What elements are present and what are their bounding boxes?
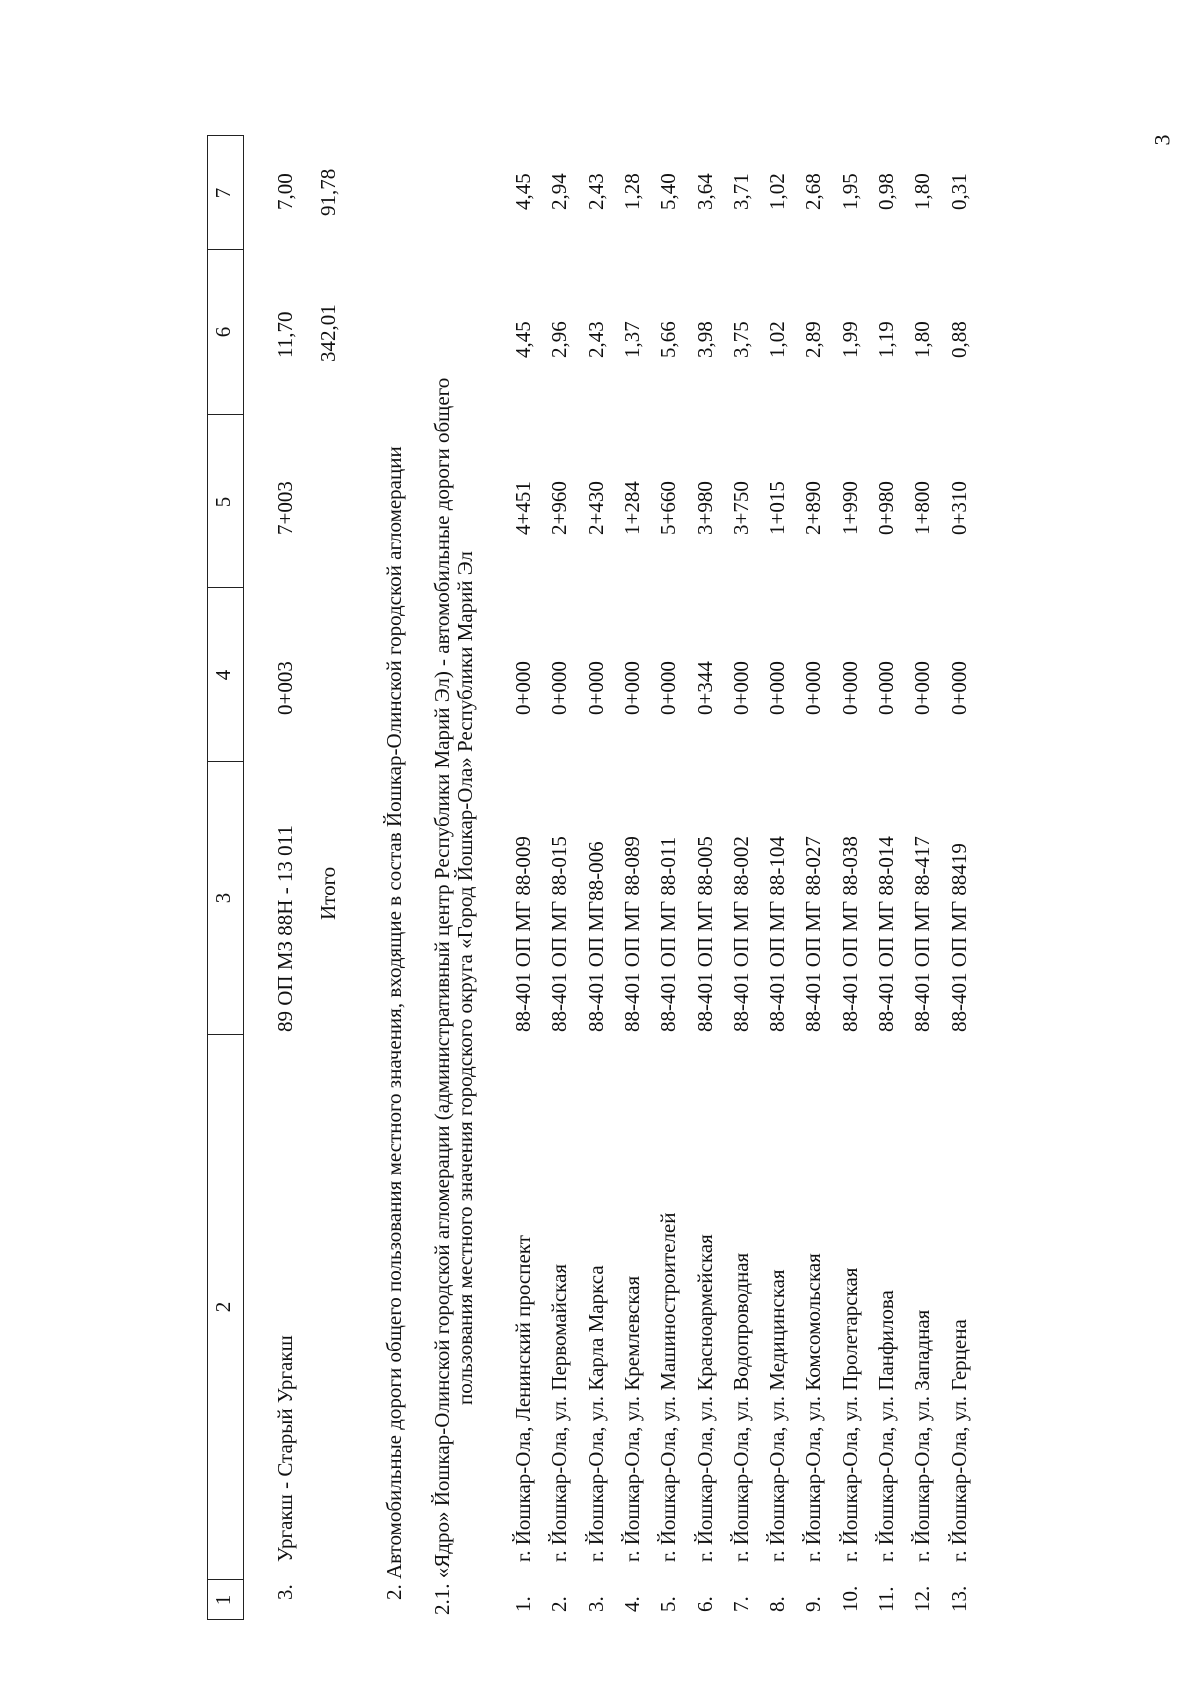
row-number: 12. bbox=[910, 1585, 935, 1612]
header-top-rule bbox=[207, 135, 208, 1620]
col6-value: 2,96 bbox=[547, 321, 572, 358]
col6-value: 1,99 bbox=[837, 321, 862, 358]
road-name: Ургакш - Старый Ургакш bbox=[273, 1335, 297, 1562]
row-number: 3. bbox=[273, 1584, 297, 1600]
total-col7: 91,78 bbox=[316, 168, 340, 216]
col6-value: 2,89 bbox=[801, 321, 826, 358]
start-km: 0+000 bbox=[837, 661, 862, 715]
section-2-heading: 2. Автомобильные дороги общего пользования местного значения, входящие в состав Йошкар-Олинской городской агломерации bbox=[382, 446, 406, 1600]
col6-value: 11,70 bbox=[273, 311, 297, 358]
col6-value: 1,02 bbox=[765, 321, 790, 358]
start-km: 0+003 bbox=[273, 661, 297, 715]
header-col-5: 5 bbox=[211, 496, 235, 508]
road-code: 88-401 ОП МГ 88-015 bbox=[547, 836, 572, 1032]
header-divider bbox=[207, 249, 243, 250]
row-number: 2. bbox=[547, 1596, 572, 1612]
start-km: 0+344 bbox=[692, 661, 717, 715]
col6-value: 4,45 bbox=[511, 321, 535, 358]
road-name: г. Йошкар-Ола, Ленинский проспект bbox=[511, 1235, 535, 1562]
rotated-table-sheet bbox=[207, 135, 1167, 1620]
road-code: 88-401 ОП МГ 88419 bbox=[946, 843, 971, 1032]
col6-value: 2,43 bbox=[583, 321, 608, 358]
road-code: 89 ОП МЗ 88Н - 13 011 bbox=[273, 825, 297, 1032]
row-number: 6. bbox=[692, 1596, 717, 1612]
row-number: 8. bbox=[765, 1596, 790, 1612]
col6-value: 1,37 bbox=[619, 321, 644, 358]
col7-value: 5,40 bbox=[656, 173, 681, 210]
header-divider bbox=[207, 587, 243, 588]
end-km: 7+003 bbox=[273, 481, 297, 535]
road-code: 88-401 ОП МГ 88-005 bbox=[692, 836, 717, 1032]
section-2-1-heading: 2.1. «Ядро» Йошкар-Олинской городской агломерации (административный центр Республики Марий Эл) - автомобильные дороги общего bbox=[430, 377, 454, 1615]
road-code: 88-401 ОП МГ 88-089 bbox=[619, 836, 644, 1032]
header-col-2: 2 bbox=[211, 1301, 235, 1313]
end-km: 0+980 bbox=[874, 481, 898, 535]
col6-value: 5,66 bbox=[656, 321, 681, 358]
road-name: г. Йошкар-Ола, ул. Герцена bbox=[946, 1319, 971, 1562]
start-km: 0+000 bbox=[910, 661, 935, 715]
road-code: 88-401 ОП МГ 88-104 bbox=[765, 836, 790, 1032]
road-name: г. Йошкар-Ола, ул. Красноармейская bbox=[692, 1234, 717, 1562]
start-km: 0+000 bbox=[946, 661, 971, 715]
road-name: г. Йошкар-Ола, ул. Первомайская bbox=[547, 1263, 572, 1562]
end-km: 1+800 bbox=[910, 481, 935, 535]
road-code: 88-401 ОП МГ 88-014 bbox=[874, 836, 898, 1032]
header-col-3: 3 bbox=[211, 892, 235, 904]
start-km: 0+000 bbox=[619, 661, 644, 715]
end-km: 4+451 bbox=[511, 481, 535, 535]
col7-value: 3,71 bbox=[728, 173, 753, 210]
header-col-6: 6 bbox=[211, 326, 235, 338]
road-name: г. Йошкар-Ола, ул. Комсомольская bbox=[801, 1253, 826, 1562]
end-km: 1+990 bbox=[837, 481, 862, 535]
col6-value: 3,98 bbox=[692, 321, 717, 358]
col7-value: 1,95 bbox=[837, 173, 862, 210]
row-number: 4. bbox=[619, 1596, 644, 1612]
header-divider bbox=[207, 414, 243, 415]
col6-value: 1,80 bbox=[910, 321, 935, 358]
end-km: 0+310 bbox=[946, 481, 971, 535]
road-name: г. Йошкар-Ола, ул. Панфилова bbox=[874, 1290, 898, 1562]
row-number: 11. bbox=[874, 1586, 898, 1612]
row-number: 10. bbox=[837, 1585, 862, 1612]
row-number: 9. bbox=[801, 1596, 826, 1612]
road-name: г. Йошкар-Ола, ул. Карла Маркса bbox=[583, 1265, 608, 1562]
header-col-7: 7 bbox=[211, 187, 235, 199]
start-km: 0+000 bbox=[656, 661, 681, 715]
header-divider bbox=[207, 1034, 243, 1035]
road-name: г. Йошкар-Ола, ул. Медицинская bbox=[765, 1269, 790, 1562]
row-number: 5. bbox=[656, 1596, 681, 1612]
total-label: Итого bbox=[316, 866, 340, 920]
end-km: 5+660 bbox=[656, 481, 681, 535]
start-km: 0+000 bbox=[583, 661, 608, 715]
start-km: 0+000 bbox=[874, 661, 898, 715]
col7-value: 0,98 bbox=[874, 173, 898, 210]
row-number: 7. bbox=[728, 1596, 753, 1612]
start-km: 0+000 bbox=[547, 661, 572, 715]
end-km: 2+430 bbox=[583, 481, 608, 535]
road-code: 88-401 ОП МГ88-006 bbox=[583, 841, 608, 1032]
road-code: 88-401 ОП МГ 88-027 bbox=[801, 836, 826, 1032]
header-divider bbox=[207, 135, 243, 136]
col7-value: 1,02 bbox=[765, 173, 790, 210]
page-number: 3 bbox=[1149, 134, 1175, 146]
start-km: 0+000 bbox=[511, 661, 535, 715]
row-number: 3. bbox=[583, 1596, 608, 1612]
col7-value: 2,68 bbox=[801, 173, 826, 210]
col7-value: 7,00 bbox=[273, 173, 297, 210]
end-km: 3+750 bbox=[728, 481, 753, 535]
end-km: 3+980 bbox=[692, 481, 717, 535]
col7-value: 1,28 bbox=[619, 173, 644, 210]
header-divider bbox=[207, 761, 243, 762]
col6-value: 0,88 bbox=[946, 321, 971, 358]
col7-value: 4,45 bbox=[511, 173, 535, 210]
road-name: г. Йошкар-Ола, ул. Западная bbox=[910, 1309, 935, 1562]
end-km: 1+284 bbox=[619, 481, 644, 535]
road-code: 88-401 ОП МГ 88-009 bbox=[511, 836, 535, 1032]
road-name: г. Йошкар-Ола, ул. Пролетарская bbox=[837, 1267, 862, 1562]
end-km: 2+890 bbox=[801, 481, 826, 535]
col7-value: 3,64 bbox=[692, 173, 717, 210]
header-col-4: 4 bbox=[211, 669, 235, 681]
col7-value: 0,31 bbox=[946, 173, 971, 210]
header-col-1: 1 bbox=[211, 1594, 235, 1606]
header-bottom-rule bbox=[243, 135, 244, 1620]
col7-value: 2,43 bbox=[583, 173, 608, 210]
start-km: 0+000 bbox=[801, 661, 826, 715]
road-name: г. Йошкар-Ола, ул. Кремлевская bbox=[619, 1275, 644, 1562]
end-km: 2+960 bbox=[547, 481, 572, 535]
road-code: 88-401 ОП МГ 88-417 bbox=[910, 836, 935, 1032]
col7-value: 1,80 bbox=[910, 173, 935, 210]
road-code: 88-401 ОП МГ 88-038 bbox=[837, 836, 862, 1032]
road-code: 88-401 ОП МГ 88-011 bbox=[656, 836, 681, 1032]
start-km: 0+000 bbox=[765, 661, 790, 715]
total-col6: 342,01 bbox=[316, 304, 340, 362]
end-km: 1+015 bbox=[765, 481, 790, 535]
col6-value: 1,19 bbox=[874, 321, 898, 358]
start-km: 0+000 bbox=[728, 661, 753, 715]
col6-value: 3,75 bbox=[728, 321, 753, 358]
row-number: 13. bbox=[946, 1585, 971, 1612]
row-number: 1. bbox=[511, 1596, 535, 1612]
col7-value: 2,94 bbox=[547, 173, 572, 210]
road-code: 88-401 ОП МГ 88-002 bbox=[728, 836, 753, 1032]
road-name: г. Йошкар-Ола, ул. Водопроводная bbox=[728, 1252, 753, 1562]
road-name: г. Йошкар-Ола, ул. Машиностроителей bbox=[656, 1212, 681, 1562]
section-2-1-subheading: пользования местного значения городского округа «Город Йошкар-Ола» Республики Марий Эл bbox=[453, 551, 477, 1405]
